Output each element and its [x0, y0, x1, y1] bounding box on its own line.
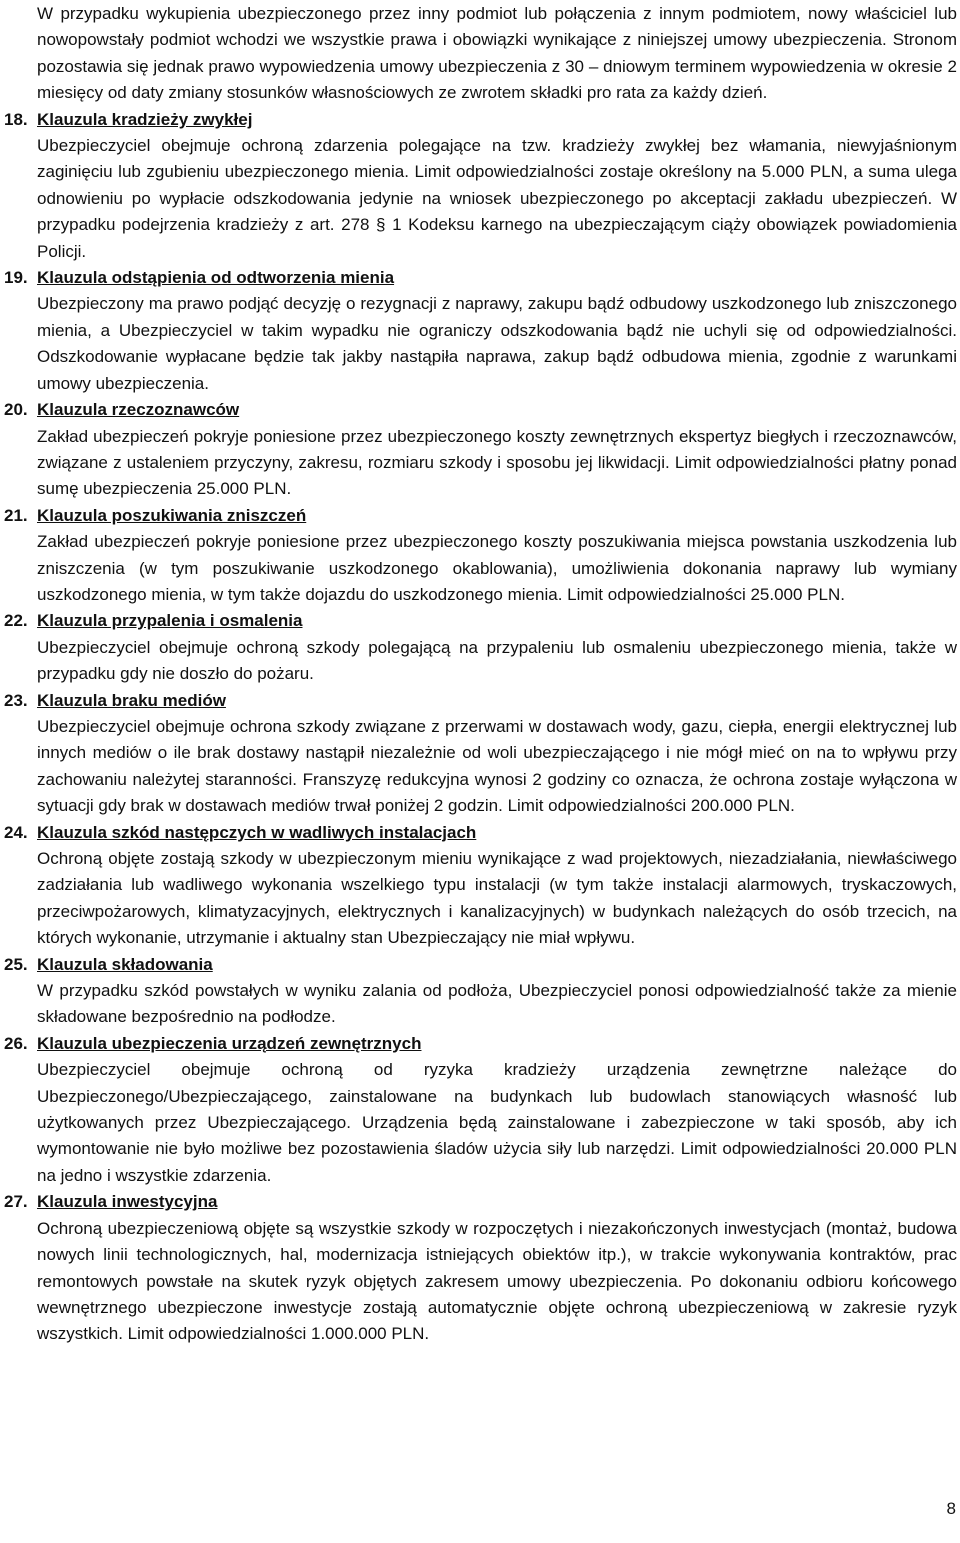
page-number: 8: [946, 1499, 956, 1518]
clause-title: Klauzula odstąpienia od odtworzenia mienia: [37, 268, 395, 288]
clause-title: Klauzula inwestycyjna: [37, 1192, 218, 1212]
clause-title: Klauzula poszukiwania zniszczeń: [37, 505, 307, 525]
clause-21: [4, 503, 957, 609]
clause-body: Ubezpieczyciel obejmuje ochrona szkody związane z przerwami w dostawach wody, gazu, ciepła, energii elektrycznej lub innych mediów o ile brak dostawy nastąpił niezależnie od woli ubezpieczającego i nie mógł mieć on na to wpływu przy zachowaniu należytej staranności. Franszyzę redukcyjna wynosi 2 godziny co oznacza, że ochrona zostaje wyłączona w sytuacji gdy brak w dostawach mediów trwał poniżej 2 godzin. Limit odpowiedzialności 200.000 PLN.: [37, 716, 957, 816]
clause-heading: [4, 608, 957, 634]
clause-number: 27.: [4, 1192, 28, 1212]
clause-number: 26.: [4, 1033, 28, 1053]
clause-27: [4, 1189, 957, 1347]
clause-heading: [4, 1189, 957, 1215]
clause-heading: [4, 820, 957, 846]
clause-title: Klauzula ubezpieczenia urządzeń zewnętrznych: [37, 1033, 422, 1053]
clause-25: [4, 952, 957, 1031]
clause-number: 23.: [4, 690, 28, 710]
clause-26: [4, 1031, 957, 1189]
clause-24: [4, 820, 957, 952]
clause-heading: [4, 952, 957, 978]
clause-body: Ochroną objęte zostają szkody w ubezpieczonym mieniu wynikające z wad projektowych, niezadziałania, niewłaściwego zadziałania lub wadliwego wykonania wszelkiego typu instalacji (w tym także instalacji alarmowych, tryskaczowych, przeciwpożarowych, klimatyzacyjnych, elektrycznych i kanalizacyjnych) w budynkach należących do osób trzecich, na których wykonanie, utrzymanie i aktualny stan Ubezpieczający nie miał wpływu.: [37, 849, 957, 948]
clause-title: Klauzula kradzieży zwykłej: [37, 109, 253, 129]
clause-body: W przypadku szkód powstałych w wyniku zalania od podłoża, Ubezpieczyciel ponosi odpowiedzialność także za mienie składowane bezpośrednio na podłodze.: [37, 981, 957, 1027]
clause-23: [4, 688, 957, 820]
clause-body: Zakład ubezpieczeń pokryje poniesione przez ubezpieczonego koszty poszukiwania miejsca powstania uszkodzenia lub zniszczenia (w tym poszukiwanie uszkodzonego okablowania), umożliwienia dokonania naprawy lub wymiany uszkodzonego mienia, w tym także dojazdu do uszkodzonego mienia. Limit odpowiedzialności 25.000 PLN.: [37, 532, 957, 604]
clause-19: [4, 265, 957, 397]
clause-number: 19.: [4, 268, 28, 288]
clause-heading: [4, 265, 957, 291]
clause-title: Klauzula szkód następczych w wadliwych instalacjach: [37, 822, 477, 842]
clause-number: 21.: [4, 505, 28, 525]
clause-number: 25.: [4, 954, 28, 974]
clause-heading: [4, 1031, 957, 1057]
clause-body: Ubezpieczyciel obejmuje ochroną zdarzenia polegające na tzw. kradzieży zwykłej bez włamania, niewyjaśnionym zaginięciu lub zgubieniu ubezpieczonego mienia. Limit odpowiedzialności zostaje określony na 5.000 PLN, a suma ulega odnowieniu po wypłacie odszkodowania jedynie na wniosek ubezpieczonego po akceptacji zakładu ubezpieczeń. W przypadku podejrzenia kradzieży z art. 278 § 1 Kodeksu karnego na ubezpieczającym ciąży obowiązek powiadomienia Policji.: [37, 136, 957, 261]
clause-body: Ubezpieczony ma prawo podjąć decyzję o rezygnacji z naprawy, zakupu bądź odbudowy uszkodzonego lub zniszczonego mienia, a Ubezpieczyciel w takim wypadku nie ograniczy odszkodowania bądź nie uchyli się od odpowiedzialności. Odszkodowanie wypłacane będzie tak jakby nastąpiła naprawa, zakup bądź odbudowa mienia, zgodnie z warunkami umowy ubezpieczenia.: [37, 294, 957, 393]
clause-body: Ochroną ubezpieczeniową objęte są wszystkie szkody w rozpoczętych i niezakończonych inwestycjach (montaż, budowa nowych linii technologicznych, hal, modernizacja istniejących obiektów itp.), w trakcie wykonywania kontraktów, prac remontowych powstałe na skutek ryzyk objętych zakresem umowy ubezpieczenia. Po dokonaniu odbioru końcowego wewnętrznego ubezpieczone inwestycje zostają automatycznie objęte ochroną ubezpieczeniową w zakresie ryzyk wszystkich. Limit odpowiedzialności 1.000.000 PLN.: [37, 1218, 957, 1344]
clause-body: Ubezpieczyciel obejmuje ochroną szkody polegającą na przypaleniu lub osmaleniu ubezpieczonego mienia, także w przypadku gdy nie doszło do pożaru.: [37, 637, 957, 684]
clause-body: Ubezpieczyciel obejmuje ochroną od ryzyka kradzieży urządzenia zewnętrzne należące do Ubezpieczonego/Ubezpieczającego, zainstalowane na budynkach lub budowlach stanowiących własność lub użytkowanych przez Ubezpieczającego. Urządzenia będą zainstalowane i zabezpieczone w taki sposób, aby ich wymontowanie nie było możliwe bez pozostawienia śladów użycia siły lub narzędzi. Limit odpowiedzialności 20.000 PLN na jedno i wszystkie zdarzenia.: [37, 1060, 957, 1185]
clause-title: Klauzula braku mediów: [37, 690, 226, 710]
clause-number: 22.: [4, 611, 28, 631]
clause-heading: [4, 397, 957, 423]
clause-heading: [4, 503, 957, 529]
document-content: [4, 0, 957, 1348]
clause-number: 18.: [4, 109, 28, 129]
clause-heading: [4, 688, 957, 714]
clause-body: Zakład ubezpieczeń pokryje poniesione przez ubezpieczonego koszty zewnętrznych ekspertyz biegłych i rzeczoznawców, związane z ustaleniem przyczyny, zakresu, rozmiaru szkody i sposobu jej likwidacji. Limit odpowiedzialności płatny ponad sumę ubezpieczenia 25.000 PLN.: [37, 426, 957, 499]
clause-20: [4, 397, 957, 503]
clause-number: 20.: [4, 400, 28, 420]
intro-paragraph: W przypadku wykupienia ubezpieczonego przez inny podmiot lub połączenia z innym podmiotem, nowy właściciel lub nowopowstały podmiot wchodzi we wszystkie prawa i obowiązki wynikające z niniejszej umowy ubezpieczenia. Stronom pozostawia się jednak prawo wypowiedzenia umowy ubezpieczenia z 30 – dniowym terminem wypowiedzenia w okresie 2 miesięcy od daty zmiany stosunków własnościowych ze zwrotem składki pro rata za każdy dzień.: [37, 4, 957, 103]
clause-title: Klauzula przypalenia i osmalenia: [37, 611, 303, 631]
clause-18: [4, 107, 957, 265]
clause-22: [4, 608, 957, 687]
clause-title: Klauzula rzeczoznawców: [37, 400, 240, 420]
clause-number: 24.: [4, 822, 28, 842]
clause-title: Klauzula składowania: [37, 954, 213, 974]
clause-heading: [4, 107, 957, 133]
